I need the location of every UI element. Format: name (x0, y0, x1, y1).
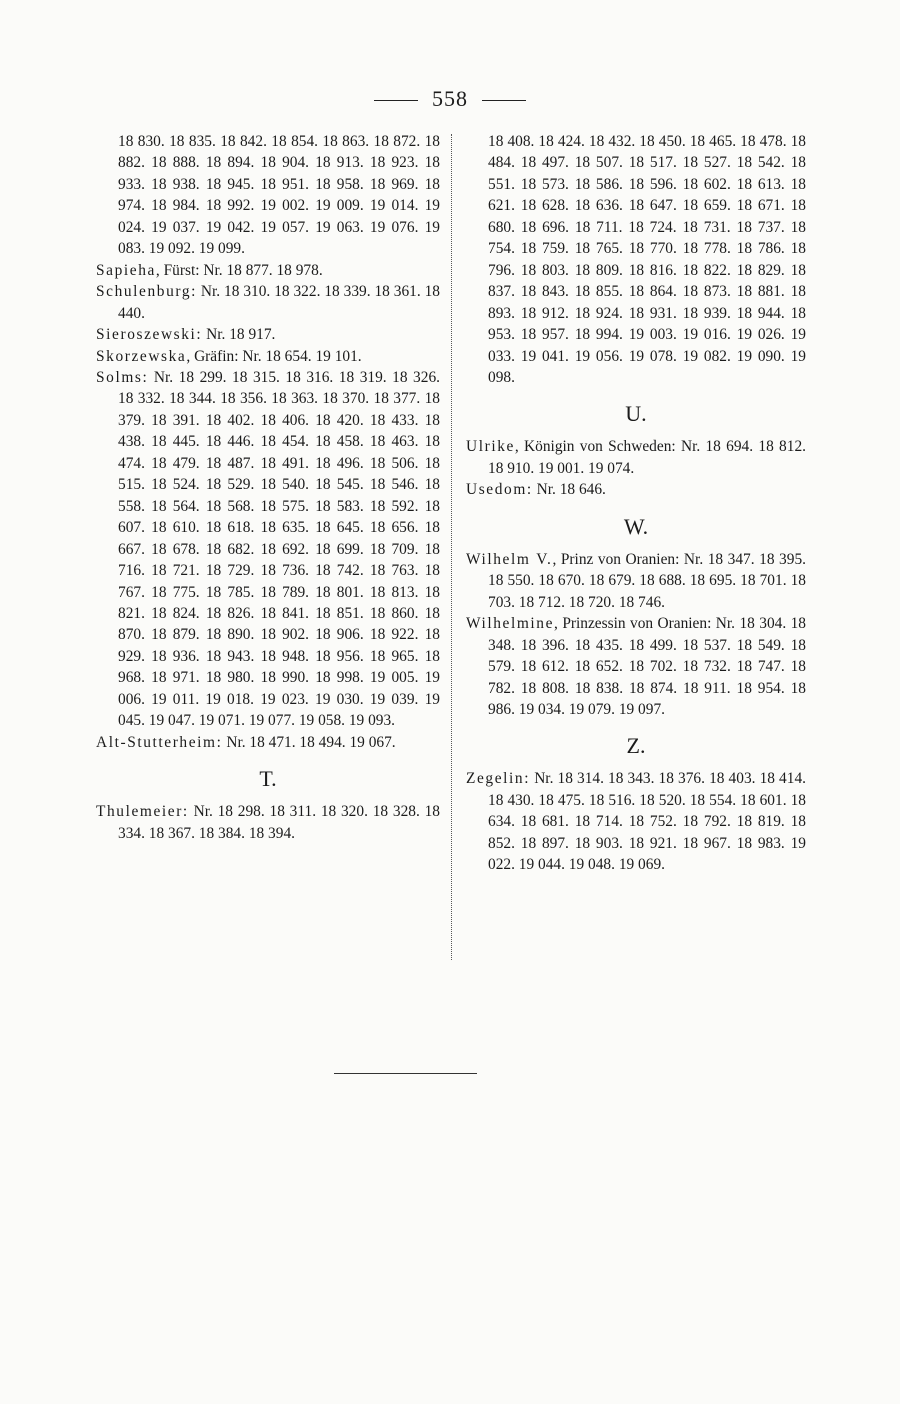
index-continuation: 18 408. 18 424. 18 432. 18 450. 18 465. 18 478. 18 484. 18 497. 18 507. 18 517. 18 527. 18 542. 18 551. 18 573. 18 586. 18 596. 18 602. 18 613. 18 621. 18 628. 18 636. 18 647. 18 659. 18 671. 18 680. 18 696. 18 711. 18 724. 18 731. 18 737. 18 754. 18 759. 18 765. 18 770. 18 778. 18 786. 18 796. 18 803. 18 809. 18 816. 18 822. 18 829. 18 837. 18 843. 18 855. 18 864. 18 873. 18 881. 18 893. 18 912. 18 924. 18 931. 18 939. 18 944. 18 953. 18 957. 18 994. 19 003. 19 016. 19 026. 19 033. 19 041. 19 056. 19 078. 19 082. 19 090. 19 098. (488, 133, 806, 386)
entry-references: Nr. 18 299. 18 315. 18 316. 18 319. 18 326. 18 332. 18 344. 18 356. 18 363. 18 370. 18 377. 18 379. 18 391. 18 402. 18 406. 18 420. 18 433. 18 438. 18 445. 18 446. 18 454. 18 458. 18 463. 18 474. 18 479. 18 487. 18 491. 18 496. 18 506. 18 515. 18 524. 18 529. 18 540. 18 545. 18 546. 18 558. 18 564. 18 568. 18 575. 18 583. 18 592. 18 607. 18 610. 18 618. 18 635. 18 645. 18 656. 18 667. 18 678. 18 682. 18 692. 18 699. 18 709. 18 716. 18 721. 18 729. 18 736. 18 742. 18 763. 18 767. 18 775. 18 785. 18 789. 18 801. 18 813. 18 821. 18 824. 18 826. 18 841. 18 851. 18 860. 18 870. 18 879. 18 890. 18 902. 18 906. 18 922. 18 929. 18 936. 18 943. 18 948. 18 956. 18 965. 18 968. 18 971. 18 980. 18 990. 18 998. 19 005. 19 006. 19 011. 19 018. 19 023. 19 030. 19 039. 19 045. 19 047. 19 071. 19 077. 19 058. 19 093. (118, 368, 440, 730)
index-entry (466, 613, 806, 720)
section-heading: W. (623, 513, 649, 539)
entry-name: Wilhelmine (466, 615, 555, 633)
page-number: 558 (432, 86, 468, 111)
column-divider (451, 134, 452, 960)
index-entry (466, 479, 806, 500)
entry-references: , Prinz von Oranien: Nr. 18 347. 18 395. 18 550. 18 670. 18 679. 18 688. 18 695. 18 701. 18 703. 18 712. 18 720. 18 746. (488, 550, 806, 611)
header-dash-right (482, 100, 526, 101)
entry-name: Ulrike (466, 438, 515, 456)
index-entry (466, 549, 806, 613)
entry-name: Usedom: (466, 481, 533, 499)
index-entry (96, 281, 440, 324)
index-entry (96, 732, 440, 753)
entry-name: Schulenburg: (96, 283, 197, 301)
entry-name: Wilhelm V. (466, 550, 553, 568)
entry-name: Sieroszewski: (96, 326, 203, 344)
page-header (0, 86, 900, 112)
end-rule (334, 1073, 477, 1074)
entry-name: Thulemeier: (96, 803, 189, 821)
header-dash-left (374, 100, 418, 101)
index-entry (96, 801, 440, 844)
section-heading: Z. (626, 733, 646, 759)
entry-references: Nr. 18 917. (202, 326, 276, 344)
entry-references: , Gräfin: Nr. 18 654. 19 101. (186, 347, 362, 365)
entry-references: , Prinzessin von Oranien: Nr. 18 304. 18 348. 18 396. 18 435. 18 499. 18 537. 18 549. 18 579. 18 612. 18 652. 18 702. 18 732. 18 747. 18 782. 18 808. 18 838. 18 874. 18 911. 18 954. 18 986. 19 034. 19 079. 19 097. (488, 615, 806, 718)
entry-references: Nr. 18 314. 18 343. 18 376. 18 403. 18 414. 18 430. 18 475. 18 516. 18 520. 18 554. 18 601. 18 634. 18 681. 18 714. 18 752. 18 792. 18 819. 18 852. 18 897. 18 903. 18 921. 18 967. 18 983. 19 022. 19 044. 19 048. 19 069. (488, 770, 806, 874)
entry-name: Alt-Stutterheim: (96, 733, 223, 751)
index-entry (466, 436, 806, 479)
entry-references: , Königin von Schweden: Nr. 18 694. 18 812. 18 910. 19 001. 19 074. (488, 438, 806, 477)
entry-name: Zegelin: (466, 770, 531, 788)
entry-name: Sapieha (96, 261, 156, 279)
index-entry (96, 367, 440, 732)
left-column (96, 131, 440, 844)
entry-references: Nr. 18 310. 18 322. 18 339. 18 361. 18 440. (118, 283, 440, 322)
index-entry (96, 346, 440, 367)
entry-name: Skorzewska (96, 347, 187, 365)
section-heading: T. (259, 766, 277, 792)
entry-references: Nr. 18 471. 18 494. 19 067. (222, 733, 396, 751)
index-entry (96, 260, 440, 281)
section-heading: U. (625, 401, 647, 427)
index-entry (466, 768, 806, 875)
entry-references: Nr. 18 298. 18 311. 18 320. 18 328. 18 334. 18 367. 18 384. 18 394. (118, 803, 440, 842)
index-continuation: 18 830. 18 835. 18 842. 18 854. 18 863. 18 872. 18 882. 18 888. 18 894. 18 904. 18 913. 18 923. 18 933. 18 938. 18 945. 18 951. 18 958. 18 969. 18 974. 18 984. 18 992. 19 002. 19 009. 19 014. 19 024. 19 037. 19 042. 19 057. 19 063. 19 076. 19 083. 19 092. 19 099. (118, 133, 440, 258)
right-column (466, 131, 806, 876)
entry-name: Solms: (96, 368, 149, 386)
entry-references: Nr. 18 646. (532, 481, 606, 499)
entry-references: , Fürst: Nr. 18 877. 18 978. (155, 261, 323, 279)
index-entry (96, 324, 440, 345)
